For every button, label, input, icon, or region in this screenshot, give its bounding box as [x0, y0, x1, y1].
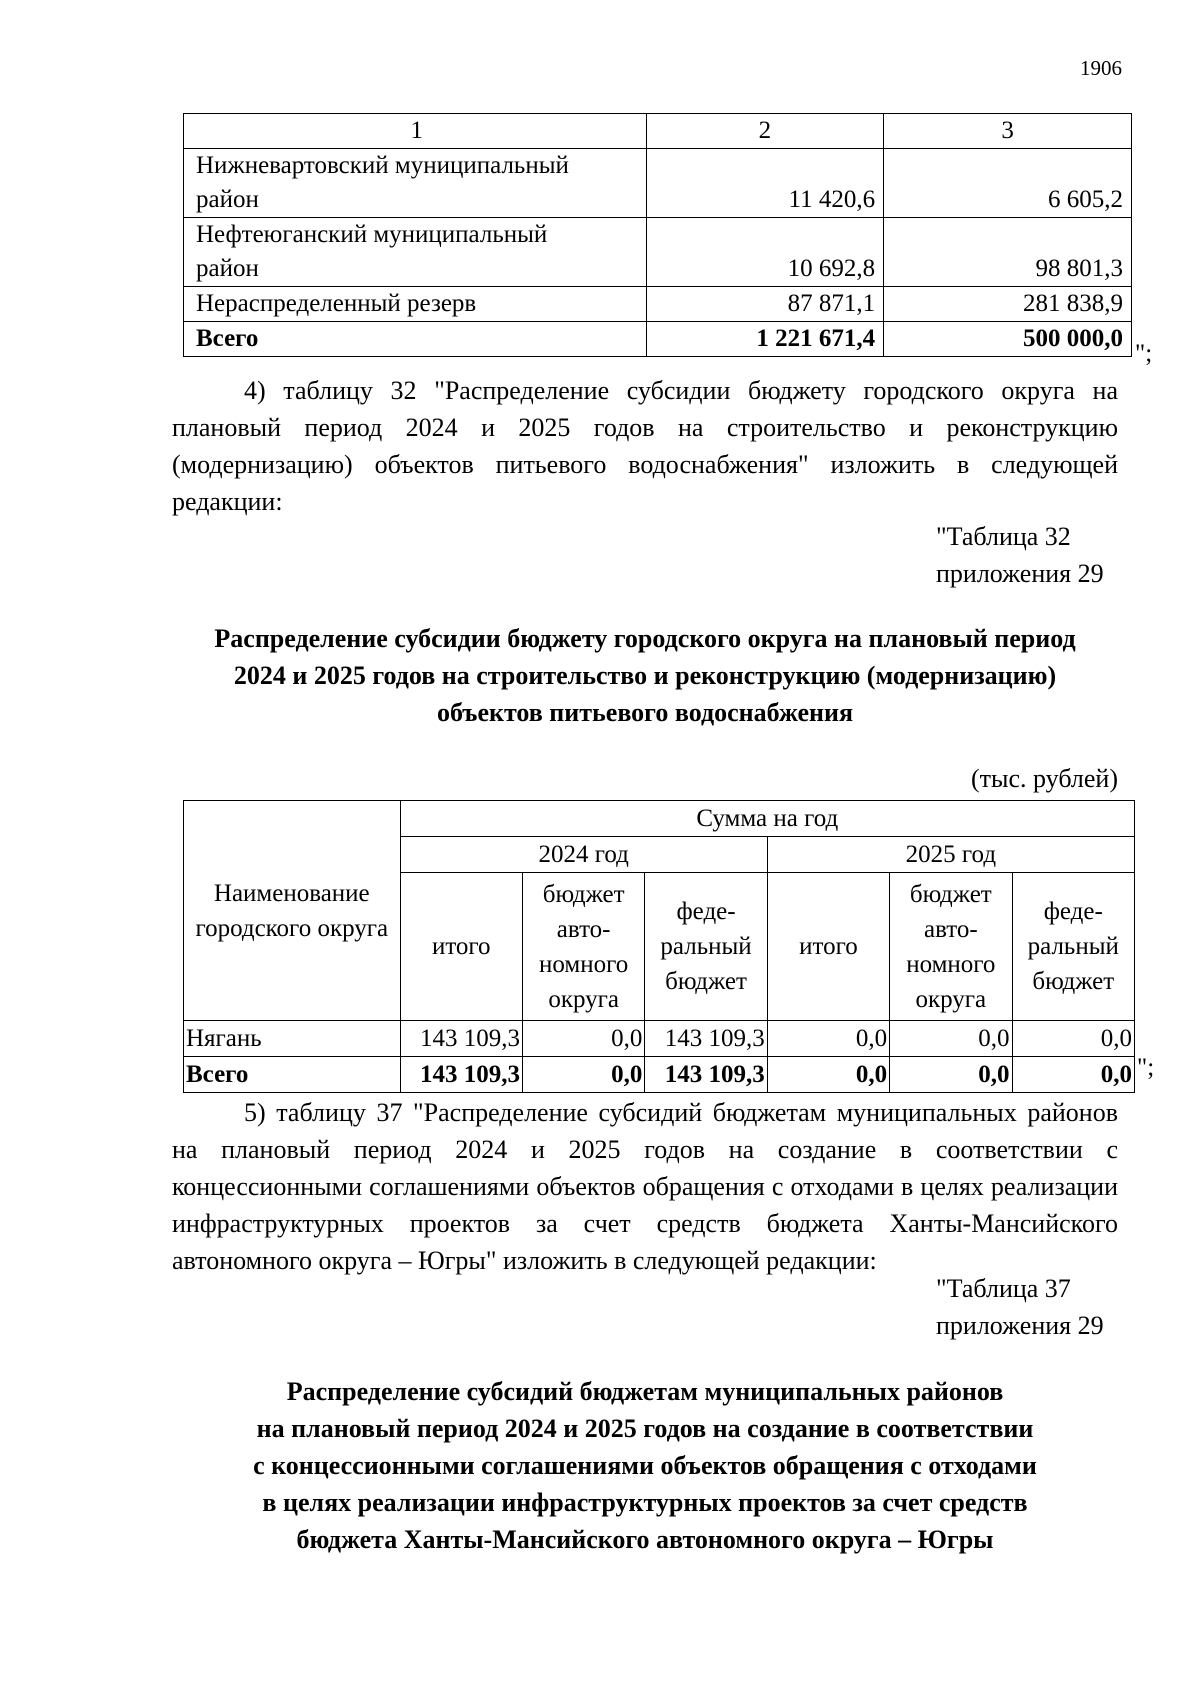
total-value: 0,0	[890, 1057, 1012, 1093]
column-header-3: 3	[884, 114, 1132, 149]
closing-quote: ";	[1135, 340, 1153, 367]
column-header-name: Наименование городского округа	[184, 801, 401, 1021]
row-name: Нераспределенный резерв	[184, 287, 647, 322]
table-header-row	[184, 114, 1132, 149]
table-row	[184, 287, 1132, 322]
table-header-row	[184, 801, 1135, 837]
table-row	[184, 1021, 1135, 1057]
row-value: 0,0	[890, 1021, 1012, 1057]
closing-quote: ";	[1137, 1054, 1155, 1081]
table-title-37: Распределение субсидий бюджетам муниципальных районов на плановый период 2024 и 2025 годов на создание в соответствии с концессионными соглашениями объектов обращения с отходами в целях реализации инфраструктурных проектов за счет средств бюджета Ханты-Мансийского автономного округа – Югры	[253, 1377, 1037, 1554]
table-total-row	[184, 1057, 1135, 1093]
row-value: 0,0	[1012, 1021, 1134, 1057]
row-name: Нефтеюганский муниципальный район	[184, 218, 647, 287]
table-total-row	[184, 322, 1132, 357]
row-value: 10 692,8	[646, 218, 884, 287]
table-caption-32: "Таблица 32 приложения 29	[936, 522, 1104, 588]
row-name: Нягань	[184, 1021, 401, 1057]
units-label: (тыс. рублей)	[970, 764, 1118, 793]
table-subsidy-districts	[183, 113, 1132, 357]
row-value: 0,0	[522, 1021, 644, 1057]
column-header-1: 1	[184, 114, 647, 149]
column-header-year-2024: 2024 год	[400, 837, 767, 873]
total-value: 1 221 671,4	[646, 322, 884, 357]
row-value: 87 871,1	[646, 287, 884, 322]
column-header-sum: Сумма на год	[400, 801, 1134, 837]
row-value: 143 109,3	[400, 1021, 522, 1057]
column-header-regional-budget: бюджет авто-номного округа	[522, 873, 644, 1021]
total-value: 143 109,3	[645, 1057, 767, 1093]
column-header-2: 2	[646, 114, 884, 149]
table-caption-37: "Таблица 37 приложения 29	[936, 1274, 1104, 1340]
row-name: Нижневартовский муниципальный район	[184, 149, 647, 218]
table-row	[184, 149, 1132, 218]
total-value: 143 109,3	[400, 1057, 522, 1093]
total-value: 0,0	[767, 1057, 889, 1093]
column-header-total: итого	[767, 873, 889, 1021]
column-header-federal-budget: феде-ральный бюджет	[1012, 873, 1134, 1021]
row-value: 0,0	[767, 1021, 889, 1057]
total-label: Всего	[184, 322, 647, 357]
page-number: 1906	[1080, 56, 1122, 80]
column-header-federal-budget: феде-ральный бюджет	[645, 873, 767, 1021]
total-value: 0,0	[522, 1057, 644, 1093]
row-value: 143 109,3	[645, 1021, 767, 1057]
row-value: 6 605,2	[884, 149, 1132, 218]
column-header-year-2025: 2025 год	[767, 837, 1134, 873]
paragraph-item-4: 4) таблицу 32 "Распределение субсидии бюджету городского округа на плановый период 2024 и 2025 годов на строительство и реконструкцию (модернизацию) объектов питьевого водоснабжения" изложить в следующей редакции:	[172, 376, 1118, 516]
paragraph-item-5: 5) таблицу 37 "Распределение субсидий бюджетам муниципальных районов на плановый период 2024 и 2025 годов на создание в соответствии с концессионными соглашениями объектов обращения с отходами в целях реализации инфраструктурных проектов за счет средств бюджета Ханты-Мансийского автономного округа – Югры" изложить в следующей редакции:	[172, 1098, 1118, 1275]
row-value: 11 420,6	[646, 149, 884, 218]
total-value: 0,0	[1012, 1057, 1134, 1093]
row-value: 281 838,9	[884, 287, 1132, 322]
table-row	[184, 218, 1132, 287]
table-title-32: Распределение субсидии бюджету городского округа на плановый период 2024 и 2025 годов на строительство и реконструкцию (модернизацию) объектов питьевого водоснабжения	[214, 624, 1076, 727]
column-header-total: итого	[400, 873, 522, 1021]
column-header-regional-budget: бюджет авто-номного округа	[890, 873, 1012, 1021]
row-value: 98 801,3	[884, 218, 1132, 287]
table-subsidy-city-district	[183, 800, 1135, 1093]
total-label: Всего	[184, 1057, 401, 1093]
total-value: 500 000,0	[884, 322, 1132, 357]
